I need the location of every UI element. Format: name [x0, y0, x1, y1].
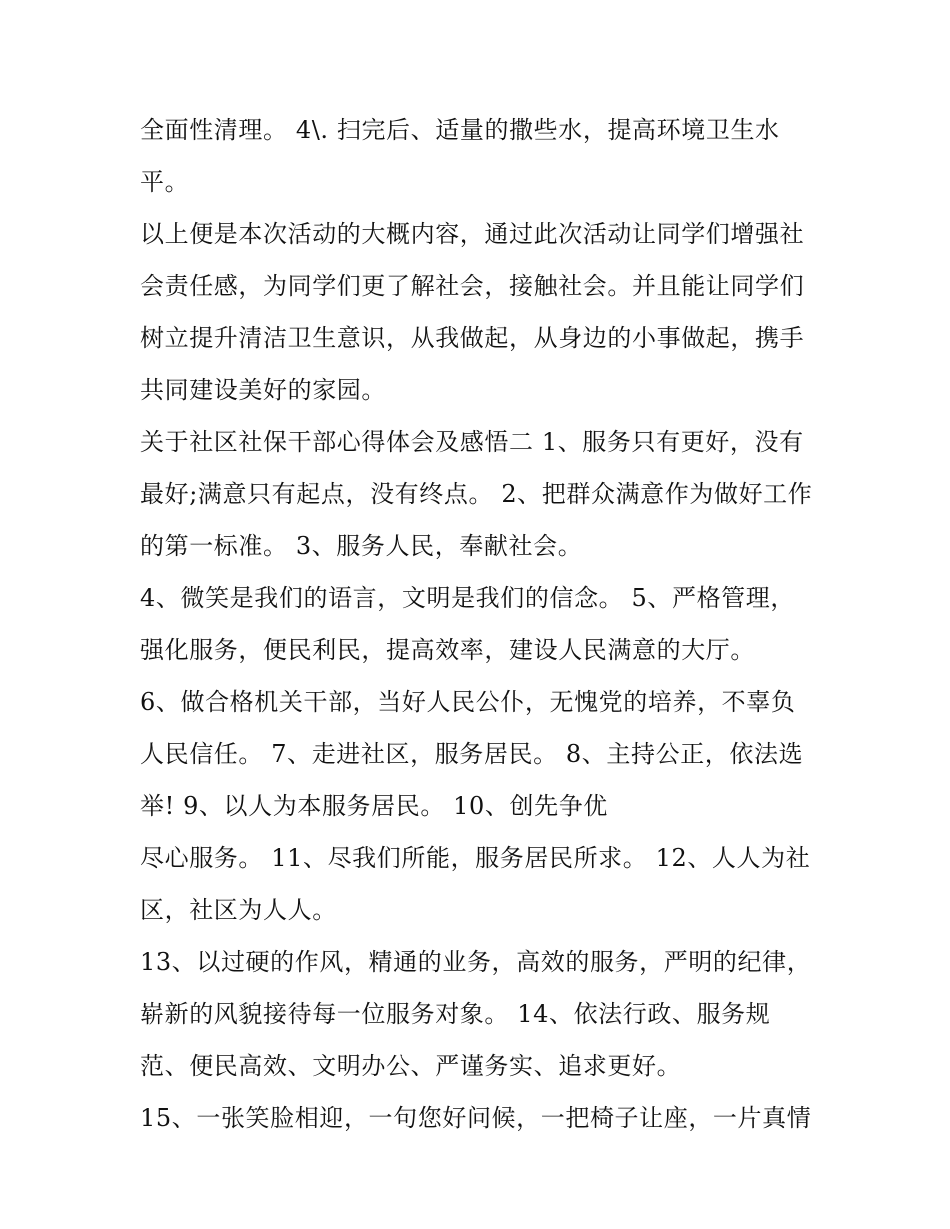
text-line: 范、便民高效、文明办公、严谨务实、追求更好。	[140, 1052, 682, 1080]
text-line: 共同建设美好的家园。	[140, 376, 386, 404]
text-line: 强化服务，便民利民，提高效率，建设人民满意的大厅。	[140, 636, 755, 664]
text-line: 关于社区社保干部心得体会及感悟二 1、服务只有更好，没有	[140, 428, 804, 456]
text-line: 全面性清理。 4\. 扫完后、适量的撒些水，提高环境卫生水	[140, 116, 780, 144]
text-line: 尽心服务。 11、尽我们所能，服务居民所求。 12、人人为社	[140, 844, 811, 872]
text-line: 人民信任。 7、走进社区，服务居民。 8、主持公正，依法选	[140, 740, 804, 768]
text-line: 以上便是本次活动的大概内容，通过此次活动让同学们增强社	[140, 220, 805, 248]
text-line: 4、微笑是我们的语言，文明是我们的信念。 5、严格管理，	[140, 584, 795, 612]
text-line: 会责任感，为同学们更了解社会，接触社会。并且能让同学们	[140, 272, 805, 300]
text-line: 的第一标准。 3、服务人民，奉献社会。	[140, 532, 583, 560]
text-line: 最好;满意只有起点，没有终点。 2、把群众满意作为做好工作	[140, 480, 813, 508]
text-line: 崭新的风貌接待每一位服务对象。 14、依法行政、服务规	[140, 1000, 771, 1028]
text-line: 举! 9、以人为本服务居民。 10、创先争优	[140, 792, 608, 820]
text-line: 6、做合格机关干部，当好人民公仆，无愧党的培养，不辜负	[140, 688, 796, 716]
text-line: 13、以过硬的作风，精通的业务，高效的服务，严明的纪律，	[140, 948, 812, 976]
text-line: 树立提升清洁卫生意识，从我做起，从身边的小事做起，携手	[140, 324, 805, 352]
text-line: 区，社区为人人。	[140, 896, 337, 924]
text-line: 15、一张笑脸相迎，一句您好问候，一把椅子让座，一片真情	[140, 1104, 812, 1132]
text-line: 平。	[140, 168, 190, 196]
